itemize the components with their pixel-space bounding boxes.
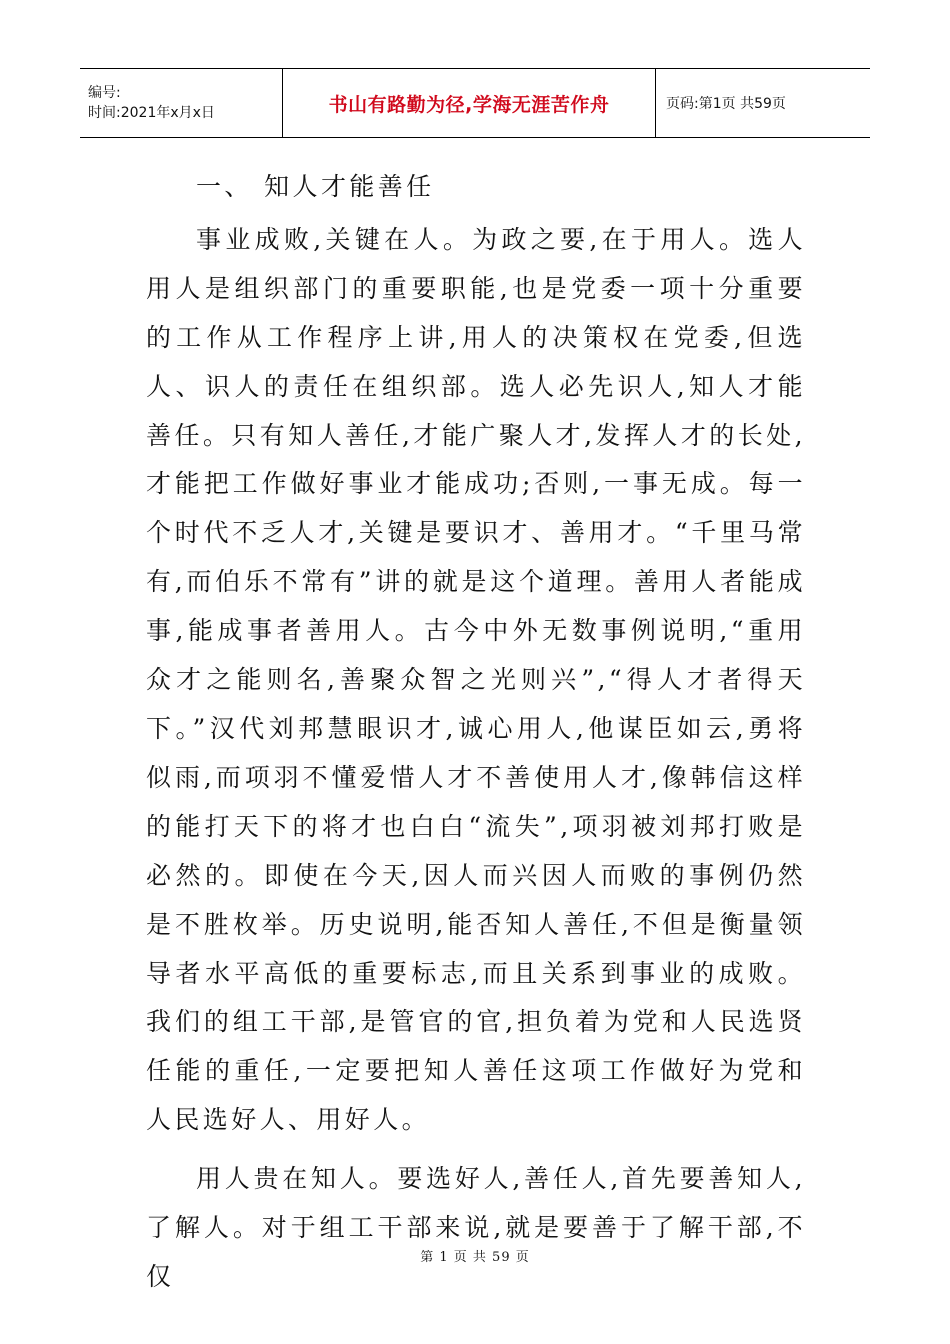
- section-heading: 一、 知人才能善任: [196, 172, 435, 201]
- body-paragraph: 用人贵在知人。要选好人,善任人,首先要善知人,了解人。对于组工干部来说,就是要善于了解干部,不仅: [146, 1164, 806, 1291]
- motto-text: 书山有路勤为径,学海无涯苦作舟: [328, 93, 610, 116]
- header-page-cell: [656, 69, 870, 137]
- header-meta: [80, 69, 282, 137]
- page-footer: 第 1 页 共 59 页: [420, 1250, 530, 1265]
- body-paragraph: 事业成败,关键在人。为政之要,在于用人。选人用人是组织部门的重要职能,也是党委一项十分重要的工作从工作程序上讲,用人的决策权在党委,但选人、识人的责任在组织部。选人必先识人,知人才能善任。只有知人善任,才能广聚人才,发挥人才的长处,才能把工作做好事业才能成功;否则,一事无成。每一个时代不乏人才,关键是要识才、善用才。“千里马常有,而伯乐不常有”讲的就是这个道理。善用人者能成事,能成事者善用人。古今中外无数事例说明,“重用众才之能则名,善聚众智之光则兴”,“得人才者得天下。”汉代刘邦慧眼识才,诚心用人,他谋臣如云,勇将似雨,而项羽不懂爱惜人才不善使用人才,像韩信这样的能打天下的将才也白白“流失”,项羽被刘邦打败是必然的。即使在今天,因人而兴因人而败的事例仍然是不胜枚举。历史说明,能否知人善任,不但是衡量领导者水平高低的重要标志,而且关系到事业的成败。我们的组工干部,是管官的官,担负着为党和人民选贤任能的重任,一定要把知人善任这项工作做好为党和人民选好人、用好人。: [146, 224, 806, 1135]
- page-info: 页码:第1页 共59页: [666, 96, 786, 112]
- document-body: [146, 163, 806, 1302]
- header-motto-cell: [282, 69, 656, 137]
- serial-label: 编号:: [88, 85, 121, 101]
- document-header: [80, 68, 870, 138]
- date-label: 时间:2021年x月x日: [88, 105, 215, 121]
